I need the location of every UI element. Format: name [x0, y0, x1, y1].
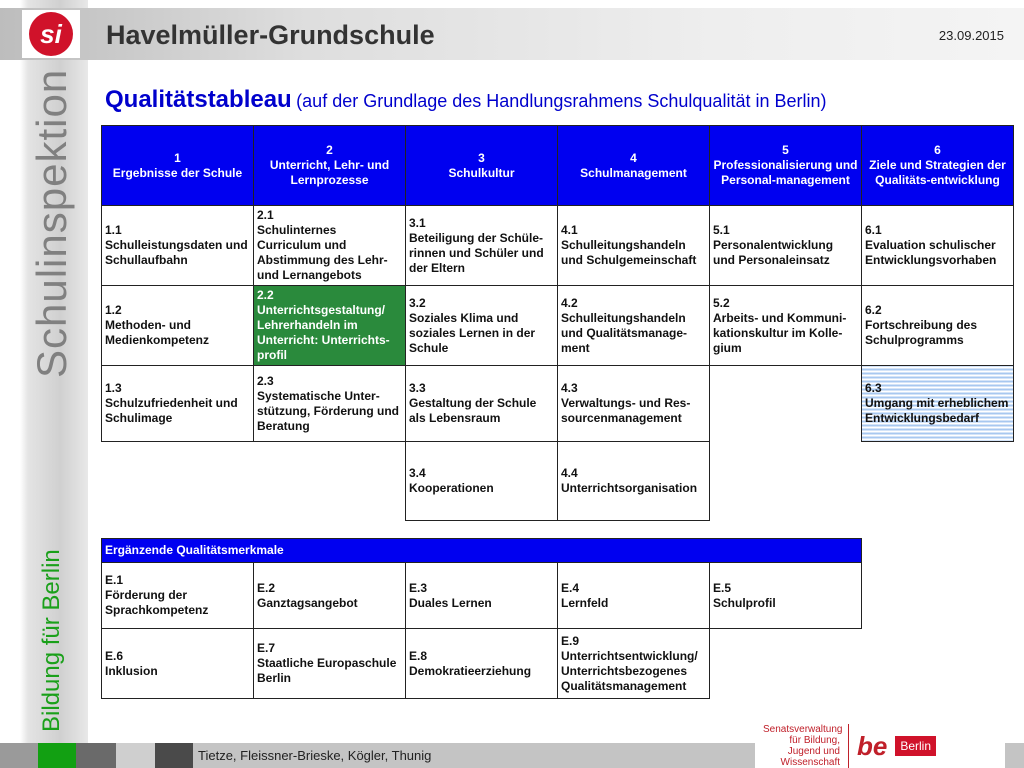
cell-number: 2.3	[257, 373, 274, 388]
cell-label: Methoden- und Medienkompetenz	[105, 318, 210, 347]
table-cell	[406, 563, 558, 629]
cell-number: E.8	[409, 648, 428, 663]
cell-label: Schulleitungshandeln und Qualitätsmanage-ment	[561, 310, 688, 355]
cell-label: Schulleistungsdaten und Schullaufbahn	[105, 238, 248, 267]
cell-label: Ganztagsangebot	[257, 595, 358, 610]
table-cell	[406, 629, 558, 699]
cell-label: Fortschreibung des Schulprogramms	[865, 318, 978, 347]
cell-number: 4	[630, 150, 637, 165]
cell-number: 3.1	[409, 215, 426, 230]
table-cell	[102, 366, 254, 442]
cell-number: 3.3	[409, 381, 426, 395]
table-cell	[558, 629, 710, 699]
school-name: Havelmüller-Grundschule	[106, 20, 435, 50]
table-cell	[254, 286, 406, 366]
cell-label: Schulinternes Curriculum und Abstimmung des Lehr- und Lernangebots	[257, 223, 388, 282]
cell-number: 2.1	[257, 208, 274, 222]
table-cell	[558, 206, 710, 286]
table-cell	[254, 126, 406, 206]
supplement-header-row	[102, 539, 862, 563]
cell-number: 3.4	[409, 466, 426, 480]
footer-block	[0, 743, 38, 768]
table-cell	[406, 126, 558, 206]
table-cell	[406, 366, 558, 442]
cell-label: Evaluation schulischer Entwicklungsvorhaben	[865, 238, 997, 267]
cell-label: Unterricht, Lehr- und Lernprozesse	[269, 158, 390, 187]
cell-number: 5.1	[713, 223, 730, 237]
table-cell	[102, 629, 254, 699]
table-row	[102, 366, 1014, 442]
cell-label: Unterrichtsentwicklung/ Unterrichtsbezogenes Qualitätsmanagement	[561, 648, 698, 693]
table-cell	[558, 366, 710, 442]
cell-label: Soziales Klima und soziales Lernen in der Schule	[409, 310, 536, 355]
cell-label: Unterrichtsgestaltung/ Lehrerhandeln im Unterricht: Unterrichts-profil	[257, 303, 390, 362]
cell-number: 3.2	[409, 295, 426, 310]
vertical-title: Schulinspektion	[28, 68, 75, 378]
cell-number: 1.2	[105, 303, 122, 317]
cell-number: 4.1	[561, 223, 578, 237]
cell-label: Schulmanagement	[580, 165, 687, 180]
table-cell	[254, 206, 406, 286]
si-logo: si	[22, 10, 80, 58]
cell-label: Ziele und Strategien der Qualitäts-entwicklung	[869, 158, 1006, 187]
footer-block	[76, 743, 116, 768]
page-title: Qualitätstableau (auf der Grundlage des Handlungsrahmens Schulqualität in Berlin)	[105, 86, 827, 113]
cell-label: Unterrichtsorganisation	[561, 481, 698, 495]
cell-number: E.5	[713, 580, 732, 595]
table-cell	[406, 286, 558, 366]
cell-label: Schulkultur	[448, 165, 515, 180]
date: 23.09.2015	[938, 28, 1004, 43]
table-row	[102, 286, 1014, 366]
cell-number: 6.1	[865, 223, 882, 237]
quality-table	[101, 125, 1014, 521]
cell-number: E.1	[105, 573, 124, 587]
cell-label: Demokratieerziehung	[409, 663, 532, 678]
cell-label: Verwaltungs- und Res-sourcenmanagement	[561, 396, 691, 425]
cell-number: E.9	[561, 633, 580, 648]
cell-label: Arbeits- und Kommuni-kationskultur im Kolle-gium	[713, 310, 847, 355]
cell-label: Ergebnisse der Schule	[112, 165, 243, 180]
cell-number: E.4	[561, 580, 580, 595]
cell-label: Inklusion	[105, 663, 158, 678]
table-cell	[406, 206, 558, 286]
cell-number: 2.2	[257, 288, 274, 302]
table-cell	[710, 286, 862, 366]
empty-cell	[710, 366, 862, 442]
cell-label: Duales Lernen	[409, 595, 492, 610]
cell-label: Gestaltung der Schule als Lebensraum	[409, 396, 537, 425]
table-cell	[862, 206, 1014, 286]
table-cell	[710, 206, 862, 286]
cell-number: E.3	[409, 580, 428, 595]
cell-label: Professionalisierung und Personal-management	[713, 158, 858, 187]
empty-cell	[102, 442, 254, 521]
cell-number: 4.2	[561, 295, 578, 310]
cell-label: Kooperationen	[409, 481, 494, 495]
table-cell	[254, 629, 406, 699]
cell-number: E.6	[105, 648, 124, 663]
cell-number: 4.3	[561, 381, 578, 395]
cell-label: Umgang mit erheblichem Entwicklungsbedarf	[865, 396, 1009, 425]
table-cell	[254, 563, 406, 629]
table-cell	[406, 442, 558, 521]
table-cell	[862, 366, 1014, 442]
table-cell	[862, 286, 1014, 366]
cell-label: Systematische Unter-stützung, Förderung und Beratung	[257, 388, 399, 433]
cell-label: Lernfeld	[561, 595, 609, 610]
cell-number: 5.2	[713, 295, 730, 310]
footer-authors: Tietze, Fleissner-Brieske, Kögler, Thunig	[198, 748, 432, 763]
senat-logo: Senatsverwaltung für Bildung, Jugend und Wissenschaft be Berlin	[755, 724, 1005, 768]
cell-number: 6.3	[865, 381, 882, 395]
cell-label: Schulleitungshandeln und Schulgemeinschaft	[561, 238, 697, 267]
table-row	[102, 629, 862, 699]
cell-number: 1.1	[105, 223, 122, 237]
table-cell	[102, 563, 254, 629]
cell-number: E.2	[257, 580, 276, 595]
table-row	[102, 206, 1014, 286]
empty-cell	[710, 629, 862, 699]
table-row	[102, 563, 862, 629]
footer-block	[116, 743, 155, 768]
table-cell	[558, 286, 710, 366]
supplement-table	[101, 538, 862, 699]
table-cell	[558, 126, 710, 206]
cell-number: E.7	[257, 641, 276, 655]
footer-block	[155, 743, 193, 768]
cell-label: Förderung der Sprachkompetenz	[105, 588, 209, 617]
table-cell	[102, 126, 254, 206]
empty-cell	[254, 442, 406, 521]
cell-label: Schulprofil	[713, 595, 776, 610]
footer-block	[38, 743, 76, 768]
cell-number: 6	[934, 143, 941, 157]
cell-label: Staatliche Europaschule Berlin	[257, 656, 397, 685]
header-row	[102, 126, 1014, 206]
table-cell	[710, 126, 862, 206]
supplement-title: Ergänzende Qualitätsmerkmale	[102, 539, 862, 563]
cell-label: Personalentwicklung und Personaleinsatz	[713, 238, 834, 267]
cell-number: 4.4	[561, 466, 578, 480]
cell-number: 1	[174, 150, 181, 165]
cell-number: 2	[326, 143, 333, 157]
table-cell	[558, 442, 710, 521]
table-cell	[254, 366, 406, 442]
table-cell	[710, 563, 862, 629]
table-row	[102, 442, 1014, 521]
cell-number: 1.3	[105, 381, 122, 395]
cell-number: 6.2	[865, 303, 882, 317]
table-cell	[102, 286, 254, 366]
cell-label: Schulzufriedenheit und Schulimage	[105, 396, 238, 425]
cell-label: Beteiligung der Schüle-rinnen und Schüler und der Eltern	[409, 230, 544, 275]
table-cell	[102, 206, 254, 286]
slogan: Bildung für Berlin	[38, 549, 65, 732]
table-cell	[558, 563, 710, 629]
cell-number: 5	[782, 143, 789, 157]
empty-cell	[862, 442, 1014, 521]
cell-number: 3	[478, 150, 485, 165]
empty-cell	[710, 442, 862, 521]
table-cell	[862, 126, 1014, 206]
